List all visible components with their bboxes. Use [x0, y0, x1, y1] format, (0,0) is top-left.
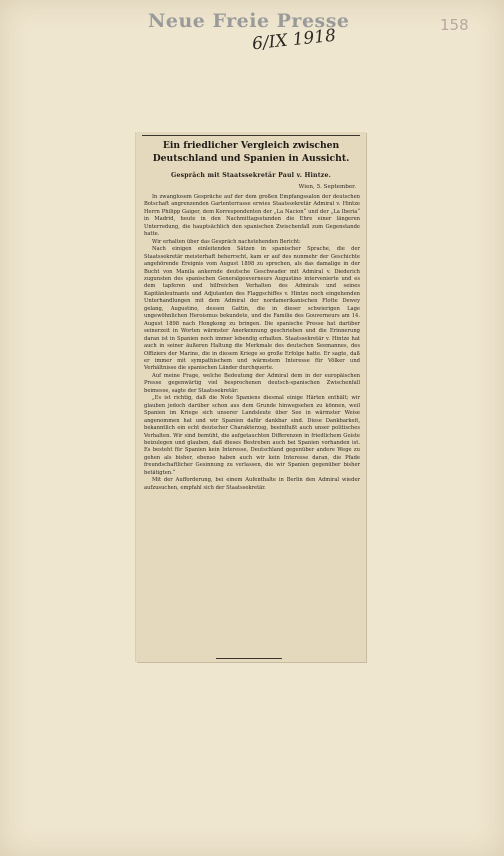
article-headline: Ein friedlicher Vergleich zwischen Deutschland und Spanien in Aussicht.: [152, 140, 350, 164]
article-paragraph: Auf meine Frage, welche Bedeutung der Admiral dem in der europäischen Presse gegenwärtig viel besprochenen deutsch-spanischen Zwischenfall beimesse, sagte der Staatssekretär:: [144, 372, 360, 394]
handwritten-date: 6/IX 1918: [251, 25, 337, 55]
end-rule: [216, 658, 282, 659]
article-paragraph: Wir erhalten über das Gespräch nachstehenden Bericht:: [152, 238, 301, 245]
article-paragraph: Nach einigen einleitenden Sätzen in spanischer Sprache, die der Staatssekretär meisterhaft beherrscht, kam er auf des nunmehr der Geschichte angehörende Ereignis vom August 1898 zu sprechen, als das damalige in der Bucht von Manila ankernde deutsche Geschwader mit Admiral v. Diederich zugunsten des spanischen Generalgouverneurs Augustino intervenierte und es dem tapferen und hilfreichen Verhalten des Admirals und seines Kapitänleutnants und Adjutanten des Flaggschiffes v. Hintze noch eingehenden Unterhandlungen mit dem Admiral der nordamerikanischen Flotte Dewey gelang, Augustino, dessen Gattin, die in dieser schwierigen Lage ungewöhnlichen Heroismus bekundete, und die Familie des Gouverneurs am 14. August 1898 nach Hongkong zu bringen. Die spanische Presse hat darüber seinerzeit in Worten wärmster Anerkennung geschrieben und die Erinnerung daran ist in Spanien noch immer lebendig erhalten. Staatssekretär v. Hintze hat auch in seiner äußeren Haltung die Merkmale des deutschen Seemannes, des Offiziers der Marine, die in diesem Kriege so große Erfolge hatte. Er sagte, daß er immer mit sympathischem und wärmstem Interesse für Völker und Verhältnisse die spanischen Länder durchquerte.: [144, 246, 360, 372]
newspaper-stamp: Neue Freie Presse: [148, 10, 350, 32]
top-rule: [142, 135, 360, 136]
newspaper-clipping: [136, 132, 366, 662]
page-number: 158: [440, 16, 469, 34]
article-paragraph: Mit der Aufforderung, bei einem Aufenthalte in Berlin den Admiral wieder aufzusuchen, empfahl sich der Staatssekretär.: [144, 477, 360, 491]
article-subheadline: Gespräch mit Staatssekretär Paul v. Hintze.: [170, 172, 332, 179]
article-body: [144, 194, 360, 492]
article-paragraph: „Es ist richtig, daß die Note Spaniens diesmal einige Härten enthält; wir glauben jedoch darüber schon aus dem Grunde hinwegsehen zu können, weil Spanien im Kriege sich unserer Landsleute über See in wärmster Weise angenommen hat und wir Spanien dafür dankbar sind. Diese Dankbarkeit, bekanntlich ein echt deutscher Charakterzug, beeinflußt auch unser politisches Verhalten. Wir sind bemüht, die aufgetauchten Differenzen in friedlichem Geiste beizulegen und glauben, daß dieses Bestreben auch bei Spanien vorhanden ist. Es besteht für Spanien kein Interesse, Deutschland gegenüber andere Wege zu gehen als bisher, ebenso haben auch wir kein Interesse daran, die Pfade freundschaftlicher Gesinnung zu verlassen, die wir Spanien gegenüber bisher betätigten.“: [144, 395, 360, 476]
article-dateline: Wien, 5. September.: [298, 184, 356, 190]
article-paragraph: In zwanglosem Gespräche auf der dem großen Empfangssalon der deutschen Botschaft angrenzenden Gartenterrasse erwies Staatssekretär Admiral v. Hintze Herrn Philipp Gaiger, dem Korrespondenten der „La Nacion“ und der „La Iberia“ in Madrid, heute in den Nachmittagsstunden die Ehre einer längeren Unterredung, die hauptsächlich den spanischen Zwischenfall zum Gegenstande hatte.: [144, 194, 360, 238]
